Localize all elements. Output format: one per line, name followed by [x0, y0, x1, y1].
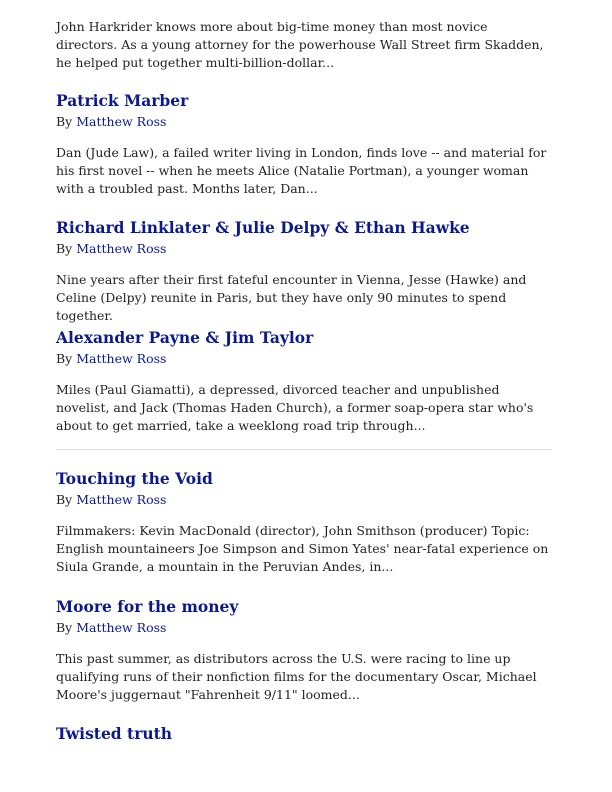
article-excerpt: Filmmakers: Kevin MacDonald (director), John Smithson (producer) Topic: English mountaineers Joe Simpson and Simon Yates' near-fatal experience on Siula Grande, a mountain in the Peruvian Andes, in... [56, 523, 549, 574]
article-byline [56, 113, 551, 131]
article-title[interactable]: Touching the Void [56, 469, 213, 488]
article-title[interactable]: Moore for the money [56, 597, 239, 616]
byline-prefix: By [56, 492, 73, 507]
section-divider [56, 449, 551, 450]
article-item [56, 328, 551, 435]
article-item [56, 724, 551, 744]
article-byline [56, 491, 551, 509]
byline-prefix: By [56, 114, 73, 129]
author-link[interactable]: Matthew Ross [76, 241, 167, 256]
article-byline [56, 350, 551, 368]
author-link[interactable]: Matthew Ross [76, 351, 167, 366]
byline-prefix: By [56, 351, 73, 366]
article-excerpt: Dan (Jude Law), a failed writer living in London, finds love -- and material for his first novel -- when he meets Alice (Natalie Portman), a younger woman with a troubled past. Months later, Dan... [56, 145, 547, 196]
article-title[interactable]: Patrick Marber [56, 91, 189, 110]
author-link[interactable]: Matthew Ross [76, 620, 167, 635]
article-title[interactable]: Twisted truth [56, 724, 173, 743]
article-byline [56, 240, 551, 258]
article-title[interactable]: Alexander Payne & Jim Taylor [56, 328, 314, 347]
article-title[interactable]: Richard Linklater & Julie Delpy & Ethan Hawke [56, 218, 470, 237]
article-excerpt: Miles (Paul Giamatti), a depressed, divorced teacher and unpublished novelist, and Jack (Thomas Haden Church), a former soap-opera star who's about to get married, take a weeklong road trip through... [56, 382, 534, 433]
article-excerpt: Nine years after their first fateful encounter in Vienna, Jesse (Hawke) and Celine (Delpy) reunite in Paris, but they have only 90 minutes to spend together. [56, 272, 527, 323]
byline-prefix: By [56, 620, 73, 635]
article-byline [56, 619, 551, 637]
author-link[interactable]: Matthew Ross [76, 492, 167, 507]
article-item [56, 91, 551, 198]
article-item [56, 597, 551, 704]
article-item [56, 218, 551, 325]
article-excerpt: This past summer, as distributors across the U.S. were racing to line up qualifying runs of their nonfiction films for the documentary Oscar, Michael Moore's juggernaut "Fahrenheit 9/11" loomed... [56, 651, 537, 702]
article-item [56, 469, 551, 576]
lead-excerpt: John Harkrider knows more about big-time money than most novice directors. As a young attorney for the powerhouse Wall Street firm Skadden, he helped put together multi-billion-dollar... [56, 19, 544, 70]
byline-prefix: By [56, 241, 73, 256]
author-link[interactable]: Matthew Ross [76, 114, 167, 129]
